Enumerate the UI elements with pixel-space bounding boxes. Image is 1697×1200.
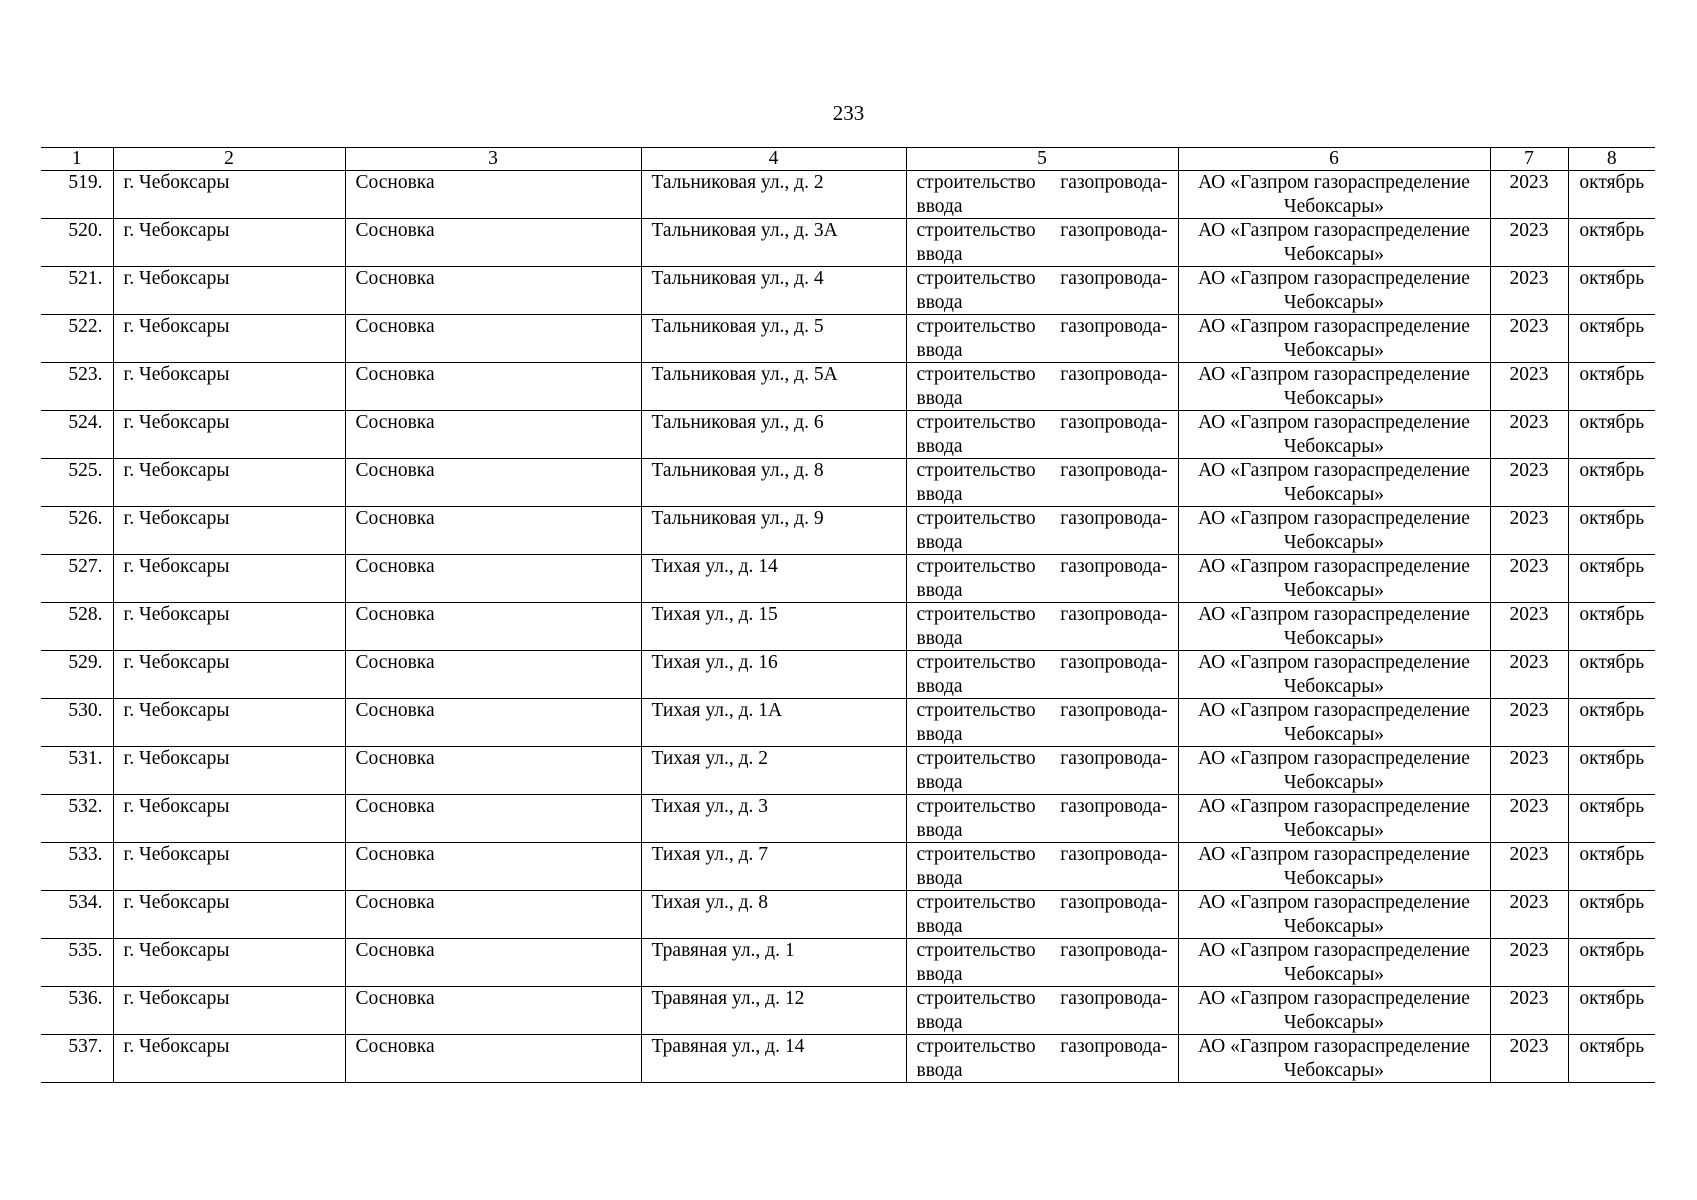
work-type-line: ввода <box>916 1011 963 1033</box>
table-row <box>41 747 1655 795</box>
header-row <box>41 148 1655 171</box>
year-cell: 2023 <box>1490 699 1568 747</box>
organization-line: Чебоксары» <box>1283 531 1385 553</box>
city-cell: г. Чебоксары <box>113 267 345 315</box>
work-type-line: строительство газопровода- <box>916 892 1168 913</box>
work-type-line: ввода <box>916 819 963 841</box>
month-cell: октябрь <box>1568 315 1655 363</box>
organization-line: АО «Газпром газораспределение <box>1198 892 1470 913</box>
work-type-line: строительство газопровода- <box>916 604 1168 625</box>
table-row <box>41 891 1655 939</box>
year-cell: 2023 <box>1490 315 1568 363</box>
year-cell: 2023 <box>1490 939 1568 987</box>
table-row <box>41 363 1655 411</box>
row-number: 523. <box>41 363 113 411</box>
work-type-cell <box>906 891 1178 939</box>
table-row <box>41 1035 1655 1083</box>
organization-line: Чебоксары» <box>1283 819 1385 841</box>
work-type-line: ввода <box>916 1059 963 1081</box>
works-table <box>41 147 1655 1083</box>
city-cell: г. Чебоксары <box>113 939 345 987</box>
city-cell: г. Чебоксары <box>113 315 345 363</box>
row-number: 519. <box>41 171 113 219</box>
table-row <box>41 795 1655 843</box>
row-number: 532. <box>41 795 113 843</box>
work-type-cell <box>906 219 1178 267</box>
table-row <box>41 171 1655 219</box>
row-number: 525. <box>41 459 113 507</box>
city-cell: г. Чебоксары <box>113 507 345 555</box>
column-header: 8 <box>1568 148 1655 171</box>
work-type-line: строительство газопровода- <box>916 1036 1168 1057</box>
district-cell: Сосновка <box>345 651 641 699</box>
district-cell: Сосновка <box>345 891 641 939</box>
address-cell: Тихая ул., д. 1А <box>641 699 906 747</box>
organization-cell <box>1178 795 1490 843</box>
organization-cell <box>1178 315 1490 363</box>
column-header: 5 <box>906 148 1178 171</box>
district-cell: Сосновка <box>345 459 641 507</box>
row-number: 526. <box>41 507 113 555</box>
work-type-line: строительство газопровода- <box>916 844 1168 865</box>
row-number: 527. <box>41 555 113 603</box>
district-cell: Сосновка <box>345 171 641 219</box>
table-row <box>41 603 1655 651</box>
organization-line: АО «Газпром газораспределение <box>1198 940 1470 961</box>
row-number: 534. <box>41 891 113 939</box>
month-cell: октябрь <box>1568 267 1655 315</box>
organization-cell <box>1178 891 1490 939</box>
table-row <box>41 267 1655 315</box>
work-type-line: ввода <box>916 483 963 505</box>
organization-line: АО «Газпром газораспределение <box>1198 460 1470 481</box>
month-cell: октябрь <box>1568 939 1655 987</box>
organization-cell <box>1178 699 1490 747</box>
organization-line: АО «Газпром газораспределение <box>1198 604 1470 625</box>
row-number: 520. <box>41 219 113 267</box>
work-type-cell <box>906 267 1178 315</box>
organization-line: АО «Газпром газораспределение <box>1198 412 1470 433</box>
organization-line: АО «Газпром газораспределение <box>1198 172 1470 193</box>
work-type-cell <box>906 987 1178 1035</box>
address-cell: Травяная ул., д. 14 <box>641 1035 906 1083</box>
table-row <box>41 651 1655 699</box>
work-type-line: строительство газопровода- <box>916 556 1168 577</box>
work-type-line: ввода <box>916 675 963 697</box>
organization-cell <box>1178 171 1490 219</box>
table-row <box>41 939 1655 987</box>
district-cell: Сосновка <box>345 411 641 459</box>
table-row <box>41 699 1655 747</box>
city-cell: г. Чебоксары <box>113 747 345 795</box>
address-cell: Тихая ул., д. 3 <box>641 795 906 843</box>
work-type-line: ввода <box>916 195 963 217</box>
address-cell: Тальниковая ул., д. 2 <box>641 171 906 219</box>
address-cell: Травяная ул., д. 1 <box>641 939 906 987</box>
work-type-line: строительство газопровода- <box>916 508 1168 529</box>
work-type-line: строительство газопровода- <box>916 364 1168 385</box>
work-type-cell <box>906 315 1178 363</box>
city-cell: г. Чебоксары <box>113 891 345 939</box>
organization-cell <box>1178 555 1490 603</box>
city-cell: г. Чебоксары <box>113 459 345 507</box>
row-number: 529. <box>41 651 113 699</box>
organization-line: Чебоксары» <box>1283 627 1385 649</box>
column-header: 7 <box>1490 148 1568 171</box>
organization-line: АО «Газпром газораспределение <box>1198 316 1470 337</box>
row-number: 522. <box>41 315 113 363</box>
year-cell: 2023 <box>1490 987 1568 1035</box>
column-header: 4 <box>641 148 906 171</box>
month-cell: октябрь <box>1568 1035 1655 1083</box>
organization-cell <box>1178 507 1490 555</box>
work-type-line: ввода <box>916 915 963 937</box>
city-cell: г. Чебоксары <box>113 555 345 603</box>
organization-cell <box>1178 939 1490 987</box>
table-row <box>41 507 1655 555</box>
month-cell: октябрь <box>1568 363 1655 411</box>
organization-cell <box>1178 363 1490 411</box>
year-cell: 2023 <box>1490 603 1568 651</box>
organization-line: АО «Газпром газораспределение <box>1198 268 1470 289</box>
organization-cell <box>1178 603 1490 651</box>
row-number: 530. <box>41 699 113 747</box>
work-type-line: строительство газопровода- <box>916 748 1168 769</box>
work-type-cell <box>906 699 1178 747</box>
work-type-cell <box>906 171 1178 219</box>
table-row <box>41 555 1655 603</box>
month-cell: октябрь <box>1568 411 1655 459</box>
city-cell: г. Чебоксары <box>113 171 345 219</box>
month-cell: октябрь <box>1568 843 1655 891</box>
organization-cell <box>1178 747 1490 795</box>
month-cell: октябрь <box>1568 603 1655 651</box>
organization-line: Чебоксары» <box>1283 291 1385 313</box>
address-cell: Тихая ул., д. 7 <box>641 843 906 891</box>
organization-cell <box>1178 1035 1490 1083</box>
work-type-cell <box>906 459 1178 507</box>
month-cell: октябрь <box>1568 507 1655 555</box>
work-type-line: ввода <box>916 339 963 361</box>
city-cell: г. Чебоксары <box>113 219 345 267</box>
address-cell: Тальниковая ул., д. 3А <box>641 219 906 267</box>
column-header: 3 <box>345 148 641 171</box>
address-cell: Тальниковая ул., д. 6 <box>641 411 906 459</box>
month-cell: октябрь <box>1568 795 1655 843</box>
work-type-line: строительство газопровода- <box>916 988 1168 1009</box>
organization-line: АО «Газпром газораспределение <box>1198 652 1470 673</box>
month-cell: октябрь <box>1568 171 1655 219</box>
organization-line: АО «Газпром газораспределение <box>1198 364 1470 385</box>
organization-line: АО «Газпром газораспределение <box>1198 748 1470 769</box>
organization-cell <box>1178 459 1490 507</box>
address-cell: Тальниковая ул., д. 4 <box>641 267 906 315</box>
work-type-cell <box>906 507 1178 555</box>
district-cell: Сосновка <box>345 747 641 795</box>
work-type-cell <box>906 939 1178 987</box>
work-type-cell <box>906 795 1178 843</box>
organization-line: Чебоксары» <box>1283 435 1385 457</box>
row-number: 537. <box>41 1035 113 1083</box>
organization-line: Чебоксары» <box>1283 915 1385 937</box>
work-type-cell <box>906 555 1178 603</box>
city-cell: г. Чебоксары <box>113 1035 345 1083</box>
row-number: 528. <box>41 603 113 651</box>
work-type-line: ввода <box>916 579 963 601</box>
row-number: 533. <box>41 843 113 891</box>
table-row <box>41 459 1655 507</box>
work-type-line: ввода <box>916 627 963 649</box>
year-cell: 2023 <box>1490 1035 1568 1083</box>
table-row <box>41 843 1655 891</box>
organization-line: Чебоксары» <box>1283 867 1385 889</box>
organization-line: Чебоксары» <box>1283 1059 1385 1081</box>
district-cell: Сосновка <box>345 603 641 651</box>
address-cell: Тальниковая ул., д. 5А <box>641 363 906 411</box>
work-type-cell <box>906 651 1178 699</box>
month-cell: октябрь <box>1568 891 1655 939</box>
row-number: 521. <box>41 267 113 315</box>
city-cell: г. Чебоксары <box>113 363 345 411</box>
work-type-line: ввода <box>916 387 963 409</box>
organization-line: Чебоксары» <box>1283 195 1385 217</box>
organization-line: Чебоксары» <box>1283 723 1385 745</box>
table-row <box>41 987 1655 1035</box>
address-cell: Тихая ул., д. 16 <box>641 651 906 699</box>
organization-line: Чебоксары» <box>1283 963 1385 985</box>
organization-line: Чебоксары» <box>1283 675 1385 697</box>
organization-line: АО «Газпром газораспределение <box>1198 220 1470 241</box>
work-type-line: строительство газопровода- <box>916 460 1168 481</box>
work-type-line: строительство газопровода- <box>916 316 1168 337</box>
work-type-line: ввода <box>916 963 963 985</box>
column-header: 1 <box>41 148 113 171</box>
year-cell: 2023 <box>1490 411 1568 459</box>
organization-cell <box>1178 267 1490 315</box>
city-cell: г. Чебоксары <box>113 843 345 891</box>
work-type-line: ввода <box>916 531 963 553</box>
district-cell: Сосновка <box>345 507 641 555</box>
address-cell: Тихая ул., д. 14 <box>641 555 906 603</box>
organization-line: Чебоксары» <box>1283 483 1385 505</box>
work-type-line: строительство газопровода- <box>916 220 1168 241</box>
work-type-line: строительство газопровода- <box>916 796 1168 817</box>
month-cell: октябрь <box>1568 987 1655 1035</box>
year-cell: 2023 <box>1490 651 1568 699</box>
organization-line: АО «Газпром газораспределение <box>1198 700 1470 721</box>
organization-line: Чебоксары» <box>1283 339 1385 361</box>
address-cell: Тальниковая ул., д. 5 <box>641 315 906 363</box>
year-cell: 2023 <box>1490 267 1568 315</box>
city-cell: г. Чебоксары <box>113 699 345 747</box>
work-type-line: строительство газопровода- <box>916 268 1168 289</box>
organization-line: Чебоксары» <box>1283 1011 1385 1033</box>
address-cell: Тальниковая ул., д. 9 <box>641 507 906 555</box>
address-cell: Тихая ул., д. 8 <box>641 891 906 939</box>
month-cell: октябрь <box>1568 555 1655 603</box>
organization-line: Чебоксары» <box>1283 243 1385 265</box>
year-cell: 2023 <box>1490 507 1568 555</box>
work-type-line: ввода <box>916 243 963 265</box>
city-cell: г. Чебоксары <box>113 795 345 843</box>
organization-line: АО «Газпром газораспределение <box>1198 844 1470 865</box>
district-cell: Сосновка <box>345 843 641 891</box>
organization-line: АО «Газпром газораспределение <box>1198 508 1470 529</box>
organization-line: Чебоксары» <box>1283 771 1385 793</box>
work-type-line: строительство газопровода- <box>916 940 1168 961</box>
district-cell: Сосновка <box>345 795 641 843</box>
work-type-cell <box>906 1035 1178 1083</box>
district-cell: Сосновка <box>345 987 641 1035</box>
district-cell: Сосновка <box>345 219 641 267</box>
row-number: 535. <box>41 939 113 987</box>
column-header: 2 <box>113 148 345 171</box>
work-type-line: строительство газопровода- <box>916 172 1168 193</box>
page-number: 233 <box>832 101 865 125</box>
work-type-line: ввода <box>916 723 963 745</box>
table-row <box>41 411 1655 459</box>
organization-cell <box>1178 843 1490 891</box>
year-cell: 2023 <box>1490 747 1568 795</box>
work-type-cell <box>906 843 1178 891</box>
organization-cell <box>1178 219 1490 267</box>
district-cell: Сосновка <box>345 315 641 363</box>
month-cell: октябрь <box>1568 747 1655 795</box>
year-cell: 2023 <box>1490 363 1568 411</box>
month-cell: октябрь <box>1568 651 1655 699</box>
district-cell: Сосновка <box>345 939 641 987</box>
address-cell: Тальниковая ул., д. 8 <box>641 459 906 507</box>
year-cell: 2023 <box>1490 843 1568 891</box>
table-row <box>41 219 1655 267</box>
year-cell: 2023 <box>1490 795 1568 843</box>
district-cell: Сосновка <box>345 363 641 411</box>
work-type-line: ввода <box>916 867 963 889</box>
organization-cell <box>1178 411 1490 459</box>
city-cell: г. Чебоксары <box>113 651 345 699</box>
work-type-cell <box>906 363 1178 411</box>
work-type-cell <box>906 603 1178 651</box>
organization-cell <box>1178 987 1490 1035</box>
table-body <box>41 171 1655 1083</box>
city-cell: г. Чебоксары <box>113 987 345 1035</box>
work-type-cell <box>906 747 1178 795</box>
row-number: 524. <box>41 411 113 459</box>
city-cell: г. Чебоксары <box>113 603 345 651</box>
district-cell: Сосновка <box>345 699 641 747</box>
work-type-cell <box>906 411 1178 459</box>
work-type-line: строительство газопровода- <box>916 412 1168 433</box>
table-row <box>41 315 1655 363</box>
row-number: 536. <box>41 987 113 1035</box>
district-cell: Сосновка <box>345 1035 641 1083</box>
work-type-line: строительство газопровода- <box>916 652 1168 673</box>
work-type-line: ввода <box>916 435 963 457</box>
year-cell: 2023 <box>1490 171 1568 219</box>
work-type-line: строительство газопровода- <box>916 700 1168 721</box>
organization-line: Чебоксары» <box>1283 387 1385 409</box>
organization-line: Чебоксары» <box>1283 579 1385 601</box>
address-cell: Травяная ул., д. 12 <box>641 987 906 1035</box>
district-cell: Сосновка <box>345 267 641 315</box>
address-cell: Тихая ул., д. 15 <box>641 603 906 651</box>
work-type-line: ввода <box>916 771 963 793</box>
month-cell: октябрь <box>1568 699 1655 747</box>
year-cell: 2023 <box>1490 555 1568 603</box>
work-type-line: ввода <box>916 291 963 313</box>
organization-line: АО «Газпром газораспределение <box>1198 1036 1470 1057</box>
city-cell: г. Чебоксары <box>113 411 345 459</box>
year-cell: 2023 <box>1490 891 1568 939</box>
month-cell: октябрь <box>1568 219 1655 267</box>
column-header: 6 <box>1178 148 1490 171</box>
address-cell: Тихая ул., д. 2 <box>641 747 906 795</box>
district-cell: Сосновка <box>345 555 641 603</box>
row-number: 531. <box>41 747 113 795</box>
month-cell: октябрь <box>1568 459 1655 507</box>
year-cell: 2023 <box>1490 459 1568 507</box>
organization-cell <box>1178 651 1490 699</box>
organization-line: АО «Газпром газораспределение <box>1198 556 1470 577</box>
organization-line: АО «Газпром газораспределение <box>1198 796 1470 817</box>
year-cell: 2023 <box>1490 219 1568 267</box>
organization-line: АО «Газпром газораспределение <box>1198 988 1470 1009</box>
